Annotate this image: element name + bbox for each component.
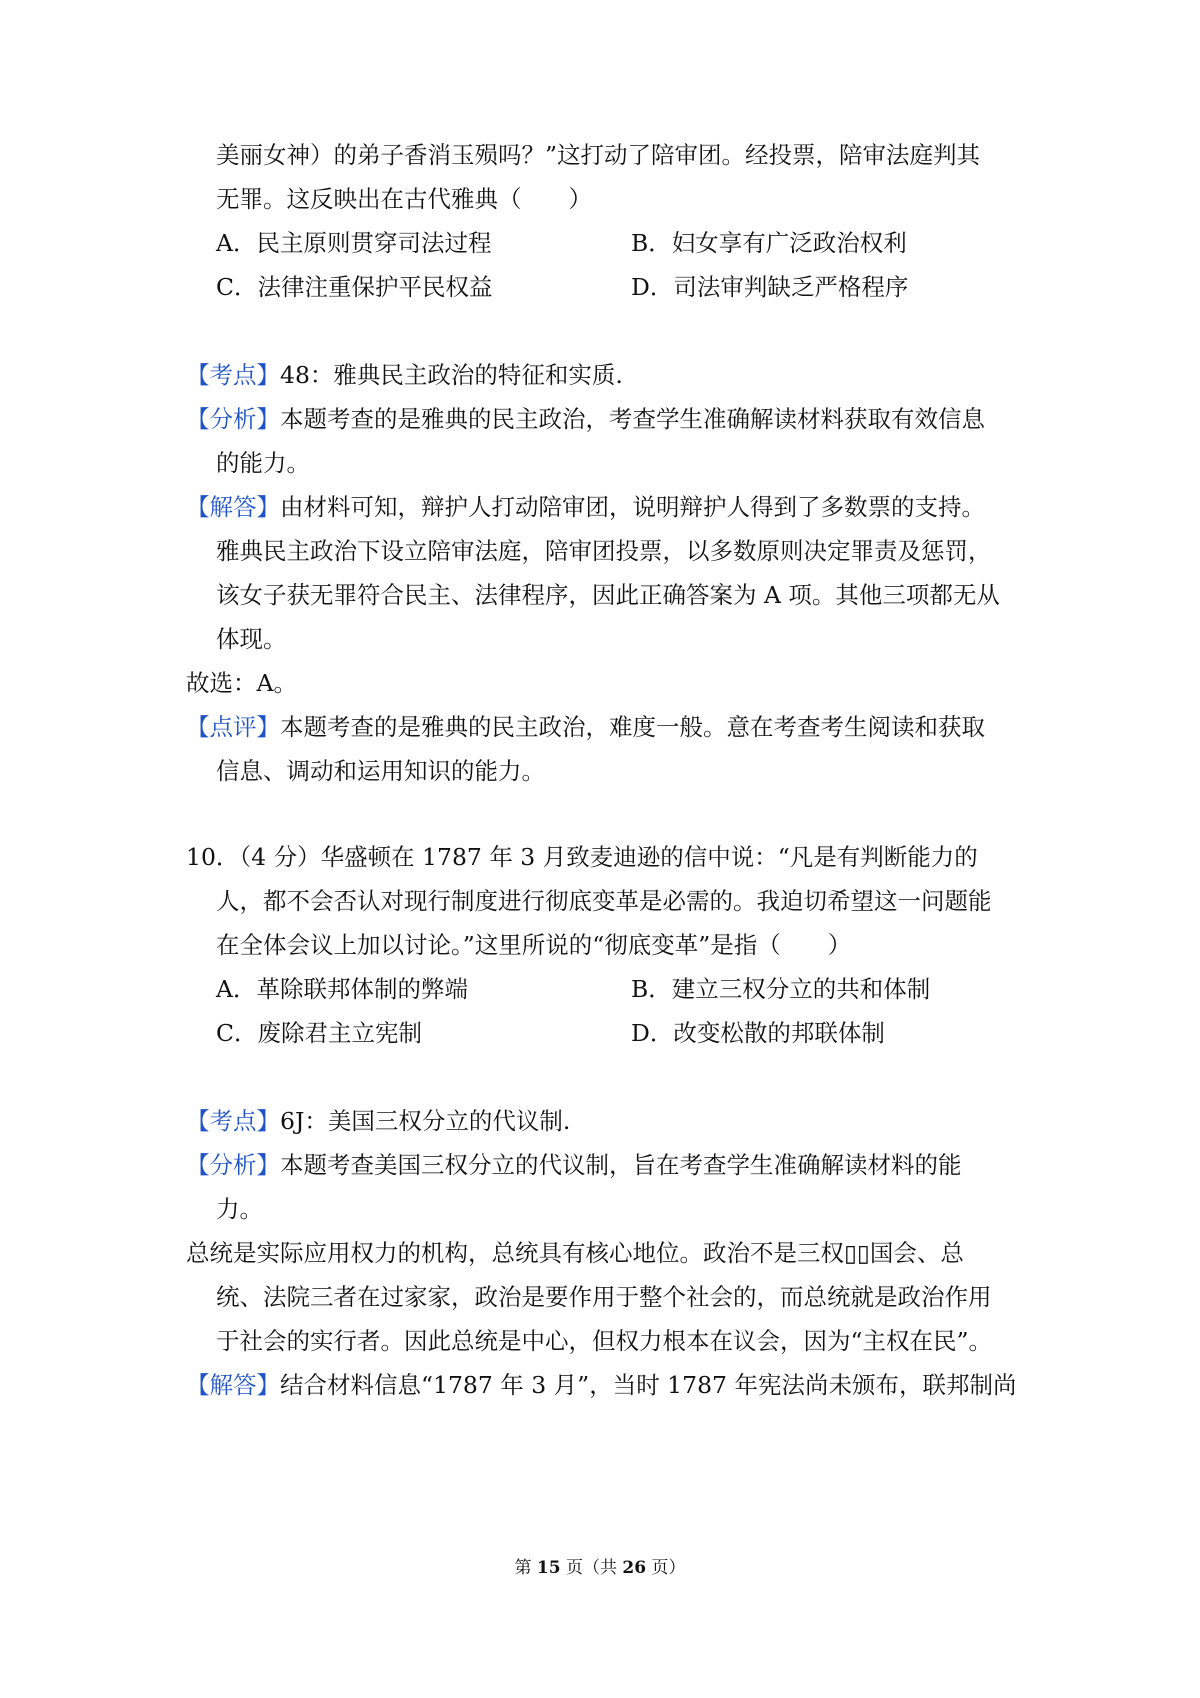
footer-suffix: 页）: [646, 1558, 686, 1578]
q9-option-b: B．妇女享有广泛政治权利: [631, 229, 907, 257]
footer-middle: 页（共: [560, 1558, 623, 1578]
q9-dianping-line-2: 信息、调动和运用知识的能力。: [216, 757, 545, 785]
q9-option-a: A．民主原则贯穿司法过程: [216, 229, 492, 257]
q10-body-line-2: 统、法院三者在过家家，政治是要作用于整个社会的，而总统就是政治作用: [216, 1283, 992, 1311]
q9-option-d: D．司法审判缺乏严格程序: [631, 273, 909, 301]
kaodian-text: 6J：美国三权分立的代议制.: [280, 1107, 571, 1135]
q9-dianping: [186, 711, 985, 743]
q10-stem-line-2: 人，都不会否认对现行制度进行彻底变革是必需的。我迫切希望这一问题能: [216, 887, 992, 915]
q10-jieda: [186, 1369, 1016, 1401]
dianping-tag: 【点评】: [186, 713, 280, 741]
q10-option-a: A．革除联邦体制的弊端: [216, 975, 468, 1003]
q9-jieda-line-2: 雅典民主政治下设立陪审法庭，陪审团投票，以多数原则决定罪责及惩罚，: [216, 537, 992, 565]
q10-fenxi-line-2: 力。: [216, 1195, 263, 1223]
jieda-text: 结合材料信息“1787 年 3 月”，当时 1787 年宪法尚未颁布，联邦制尚: [280, 1371, 1017, 1399]
fenxi-tag: 【分析】: [186, 1151, 280, 1179]
kaodian-text: 48：雅典民主政治的特征和实质.: [280, 361, 623, 389]
kaodian-tag: 【考点】: [186, 1107, 280, 1135]
q9-jieda-line-4: 体现。: [216, 625, 287, 653]
q9-jieda: [186, 491, 985, 523]
q9-kaodian: [186, 359, 623, 391]
jieda-text: 由材料可知，辩护人打动陪审团，说明辩护人得到了多数票的支持。: [280, 493, 985, 521]
q10-option-b: B．建立三权分立的共和体制: [631, 975, 931, 1003]
q10-kaodian: [186, 1105, 570, 1137]
jieda-tag: 【解答】: [186, 1371, 280, 1399]
q10-option-c: C．废除君主立宪制: [216, 1019, 422, 1047]
q10-stem-line-1: 10．（4 分）华盛顿在 1787 年 3 月致麦迪逊的信中说：“凡是有判断能力的: [186, 843, 978, 871]
dianping-text: 本题考查的是雅典的民主政治，难度一般。意在考查考生阅读和获取: [280, 713, 985, 741]
q10-body-line-3: 于社会的实行者。因此总统是中心，但权力根本在议会，因为“主权在民”。: [216, 1327, 993, 1355]
q10-fenxi: [186, 1149, 962, 1181]
q9-stem-line-2: 无罪。这反映出在古代雅典（ ）: [216, 185, 592, 213]
q9-stem-line-1: 美丽女神）的弟子香消玉殒吗？”这打动了陪审团。经投票，陪审法庭判其: [216, 141, 981, 169]
q9-fenxi: [186, 403, 985, 435]
q10-stem-line-3: 在全体会议上加以讨论。”这里所说的“彻底变革”是指（ ）: [216, 931, 852, 959]
q9-option-c: C．法律注重保护平民权益: [216, 273, 493, 301]
q9-jieda-line-3: 该女子获无罪符合民主、法律程序，因此正确答案为 A 项。其他三项都无从: [216, 581, 1000, 609]
fenxi-text: 本题考查的是雅典的民主政治，考查学生准确解读材料获取有效信息: [280, 405, 985, 433]
footer-page-number: 15: [536, 1558, 561, 1578]
footer-total-pages: 26: [622, 1558, 647, 1578]
fenxi-tag: 【分析】: [186, 405, 280, 433]
jieda-tag: 【解答】: [186, 493, 280, 521]
footer-prefix: 第: [514, 1558, 537, 1578]
q10-body-line-1: 总统是实际应用权力的机构，总统具有核心地位。政治不是三权▯▯国会、总: [186, 1239, 964, 1267]
kaodian-tag: 【考点】: [186, 361, 280, 389]
q10-option-d: D．改变松散的邦联体制: [631, 1019, 885, 1047]
q9-fenxi-line-2: 的能力。: [216, 449, 310, 477]
q9-guxuan: 故选：A。: [186, 669, 297, 697]
page-footer: [0, 1555, 1200, 1581]
fenxi-text: 本题考查美国三权分立的代议制，旨在考查学生准确解读材料的能: [280, 1151, 962, 1179]
